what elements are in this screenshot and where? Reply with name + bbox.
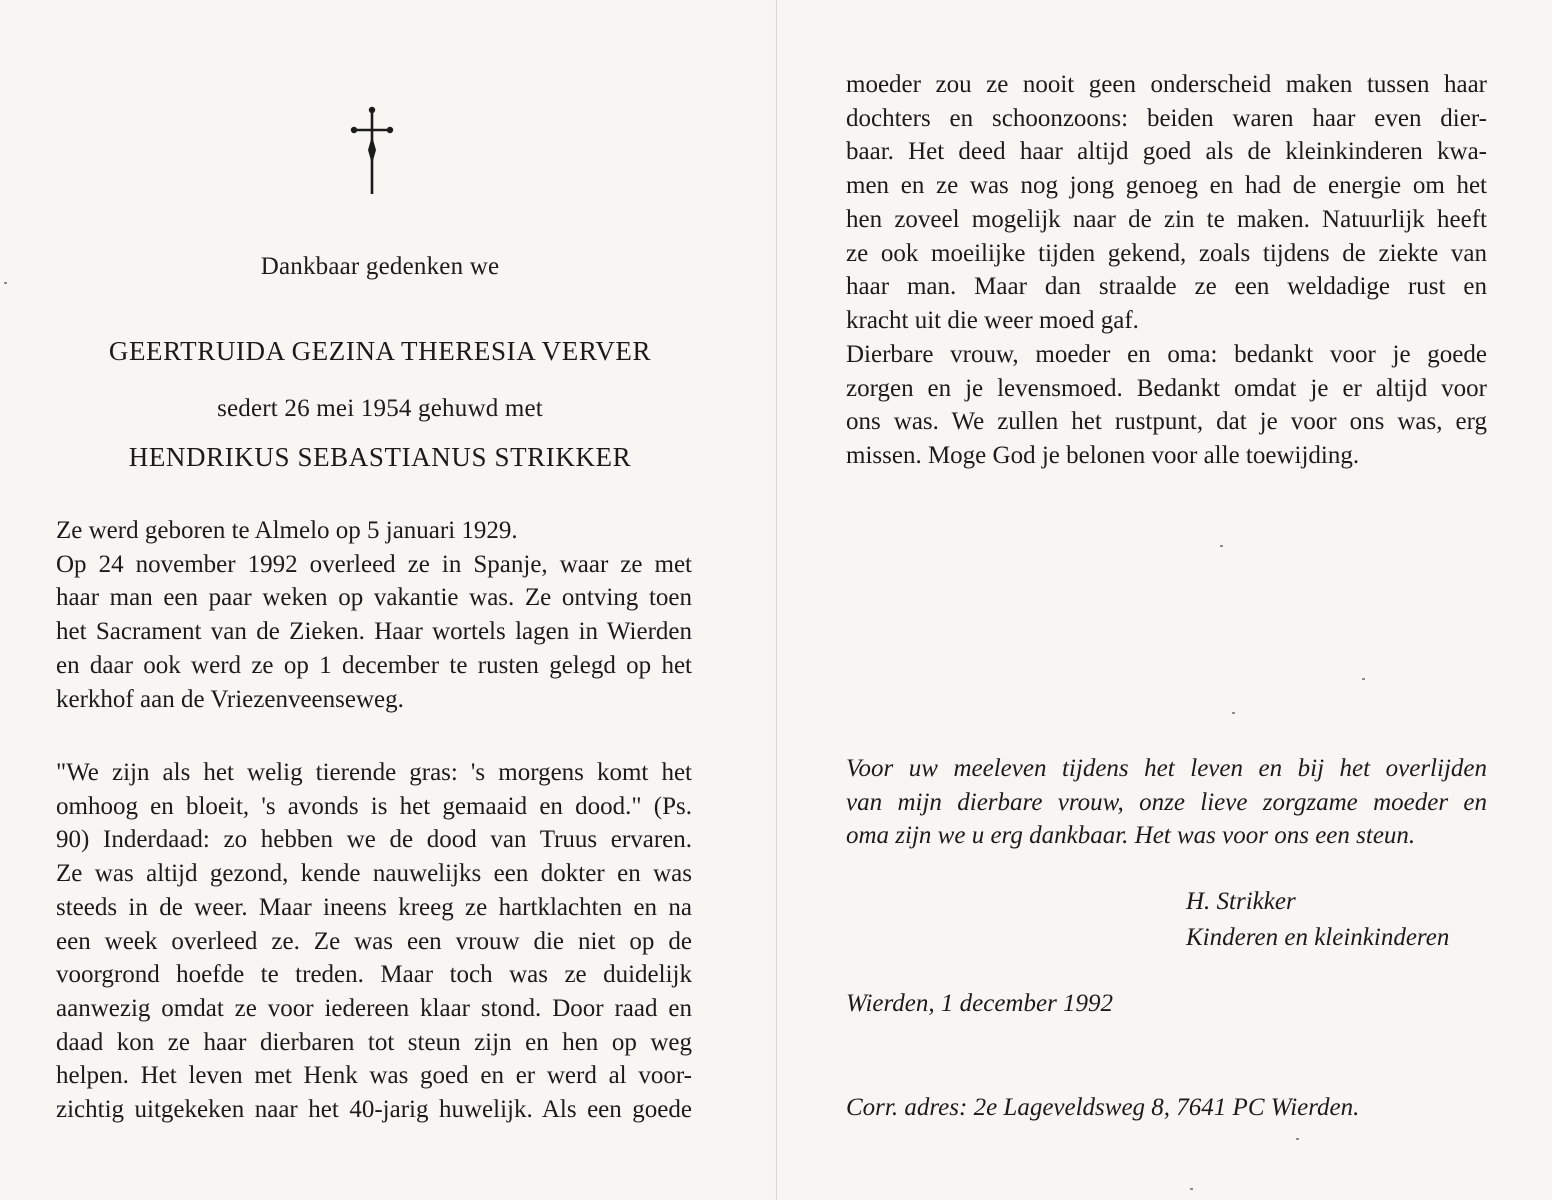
text-line: oma zijn we u erg dankbaar. Het was voor ons een steun. — [846, 822, 1416, 850]
text-line: van mijn dierbare vrouw, onze lieve zorgzame moeder en — [846, 788, 1487, 816]
text-line: men en ze was nog jong genoeg en had de energie om het — [846, 172, 1487, 200]
scan-speck — [1232, 712, 1235, 714]
text-line: 90) Inderdaad: zo hebben we de dood van Truus ervaren. — [56, 826, 692, 854]
text-line: moeder zou ze nooit geen onderscheid maken tussen haar — [846, 71, 1487, 98]
deceased-name: GEERTRUIDA GEZINA THERESIA VERVER — [108, 336, 652, 366]
text-line: hen zoveel mogelijk naar de zin te maken. Natuurlijk heeft — [846, 205, 1487, 233]
scan-speck — [1296, 1138, 1299, 1140]
text-line: "We zijn als het welig tierende gras: 's morgens komt het — [56, 759, 692, 786]
scan-speck — [1362, 678, 1365, 680]
text-line: een week overleed ze. Ze was een vrouw die niet op de — [56, 927, 692, 955]
text-line: Ze werd geboren te Almelo op 5 januari 1929. — [56, 517, 518, 544]
text-line: zichtig uitgekeken naar het 40-jarig huwelijk. Als een goede — [56, 1096, 692, 1124]
text-line: ons was. We zullen het rustpunt, dat je voor ons was, erg — [846, 408, 1487, 436]
cross-icon — [350, 106, 394, 198]
remembrance-paragraph — [56, 756, 692, 1127]
signature-family: Kinderen en kleinkinderen — [1186, 924, 1450, 951]
text-line: helpen. Het leven met Henk was goed en er werd al voor- — [56, 1062, 692, 1090]
text-line: haar man. Maar dan straalde ze een weldadige rust en — [846, 273, 1487, 301]
text-line: en daar ook werd ze op 1 december te rusten gelegd op het — [56, 651, 692, 679]
text-line: aanwezig omdat ze voor iedereen klaar stond. Door raad en — [56, 994, 692, 1022]
spouse-name: HENDRIKUS SEBASTIANUS STRIKKER — [128, 442, 632, 472]
scan-speck — [1220, 545, 1223, 547]
thanks-paragraph — [846, 752, 1487, 853]
text-line: Dierbare vrouw, moeder en oma: bedankt voor je goede — [846, 341, 1487, 368]
signature-block — [1186, 884, 1449, 956]
scan-speck — [1190, 1188, 1193, 1190]
heading-thankful: Dankbaar gedenken we — [260, 253, 500, 280]
text-line: dochters en schoonzoons: beiden waren haar even dier- — [846, 104, 1487, 132]
text-line: missen. Moge God je belonen voor alle toewijding. — [846, 442, 1360, 470]
text-line: het Sacrament van de Zieken. Haar wortels lagen in Wierden — [56, 618, 692, 646]
text-line: omhoog en bloeit, 's avonds is het gemaaid en dood." (Ps. — [56, 792, 692, 820]
text-line: steeds in de weer. Maar ineens kreeg ze hartklachten en na — [56, 893, 692, 921]
text-line: voorgrond hoefde te treden. Maar toch was ze duidelijk — [56, 961, 692, 989]
text-line: haar man een paar weken op vakantie was. Ze ontving toen — [56, 584, 692, 612]
farewell-paragraph — [846, 338, 1487, 473]
married-line: sedert 26 mei 1954 gehuwd met — [217, 395, 543, 422]
text-line: zorgen en je levensmoed. Bedankt omdat je er altijd voor — [846, 374, 1487, 402]
text-line: daad kon ze haar dierbaren tot steun zijn en hen op weg — [56, 1028, 692, 1056]
scan-speck — [4, 282, 7, 284]
text-line: Voor uw meeleven tijdens het leven en bij het overlijden — [846, 755, 1487, 782]
signature-name: H. Strikker — [1186, 888, 1296, 915]
text-line: Op 24 november 1992 overleed ze in Spanje, waar ze met — [56, 550, 692, 578]
text-line: kerkhof aan de Vriezenveenseweg. — [56, 685, 404, 713]
biography-paragraph — [56, 514, 692, 716]
place-date: Wierden, 1 december 1992 — [846, 990, 1114, 1017]
text-line: ze ook moeilijke tijden gekend, zoals tijdens de ziekte van — [846, 239, 1487, 267]
correspondence-address: Corr. adres: 2e Lageveldsweg 8, 7641 PC Wierden. — [846, 1094, 1360, 1121]
continuation-paragraph — [846, 68, 1487, 338]
text-line: Ze was altijd gezond, kende nauwelijks een dokter en was — [56, 860, 692, 888]
text-line: kracht uit die weer moed gaf. — [846, 306, 1139, 334]
text-line: baar. Het deed haar altijd goed als de kleinkinderen kwa- — [846, 138, 1487, 166]
